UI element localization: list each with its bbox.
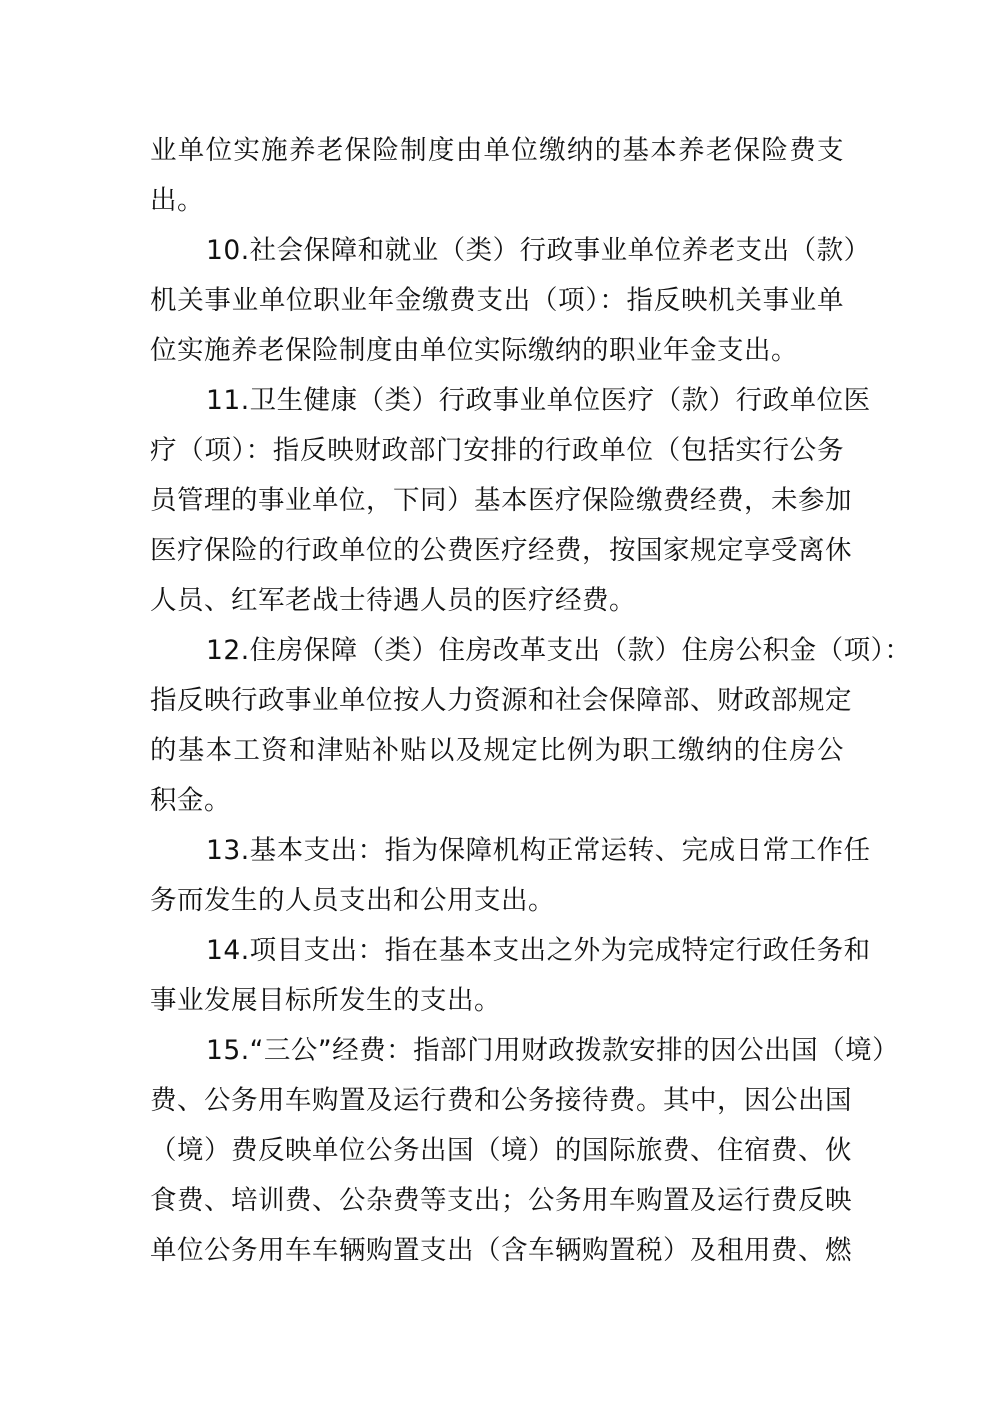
text-line: 业单位实施养老保险制度由单位缴纳的基本养老保险费支	[150, 135, 844, 166]
text-line: 医疗保险的行政单位的公费医疗经费，按国家规定享受离休	[150, 535, 852, 566]
text-line: （境）费反映单位公务出国（境）的国际旅费、住宿费、伙	[150, 1135, 852, 1166]
text-line: 机关事业单位职业年金缴费支出（项）：指反映机关事业单	[150, 285, 844, 316]
text-line: 单位公务用车车辆购置支出（含车辆购置税）及租用费、燃	[150, 1235, 852, 1266]
paragraph-15-heading-line: 15.“三公”经费：指部门用财政拨款安排的因公出国（境）	[206, 1035, 900, 1066]
paragraph-14-heading-line: 14.项目支出：指在基本支出之外为完成特定行政任务和	[206, 935, 871, 966]
text-line: 的基本工资和津贴补贴以及规定比例为职工缴纳的住房公	[150, 735, 844, 766]
document-body	[150, 126, 912, 1276]
text-line: 务而发生的人员支出和公用支出。	[150, 885, 555, 916]
text-line: 食费、培训费、公杂费等支出；公务用车购置及运行费反映	[150, 1185, 852, 1216]
paragraph-11-heading-line: 11.卫生健康（类）行政事业单位医疗（款）行政单位医	[206, 385, 871, 416]
text-line: 事业发展目标所发生的支出。	[150, 985, 501, 1016]
paragraph-10-heading-line: 10.社会保障和就业（类）行政事业单位养老支出（款）	[206, 235, 871, 266]
paragraph-13-heading-line: 13.基本支出：指为保障机构正常运转、完成日常工作任	[206, 835, 871, 866]
text-line: 位实施养老保险制度由单位实际缴纳的职业年金支出。	[150, 335, 798, 366]
text-line: 疗（项）：指反映财政部门安排的行政单位（包括实行公务	[150, 435, 844, 466]
text-line: 费、公务用车购置及运行费和公务接待费。其中，因公出国	[150, 1085, 852, 1116]
text-line: 指反映行政事业单位按人力资源和社会保障部、财政部规定	[150, 685, 852, 716]
text-line: 员管理的事业单位，下同）基本医疗保险缴费经费，未参加	[150, 485, 852, 516]
text-line: 积金。	[150, 785, 231, 816]
text-line: 出。	[150, 185, 204, 216]
text-line: 人员、红军老战士待遇人员的医疗经费。	[150, 585, 636, 616]
paragraph-12-heading-line: 12.住房保障（类）住房改革支出（款）住房公积金（项）：	[206, 635, 912, 666]
